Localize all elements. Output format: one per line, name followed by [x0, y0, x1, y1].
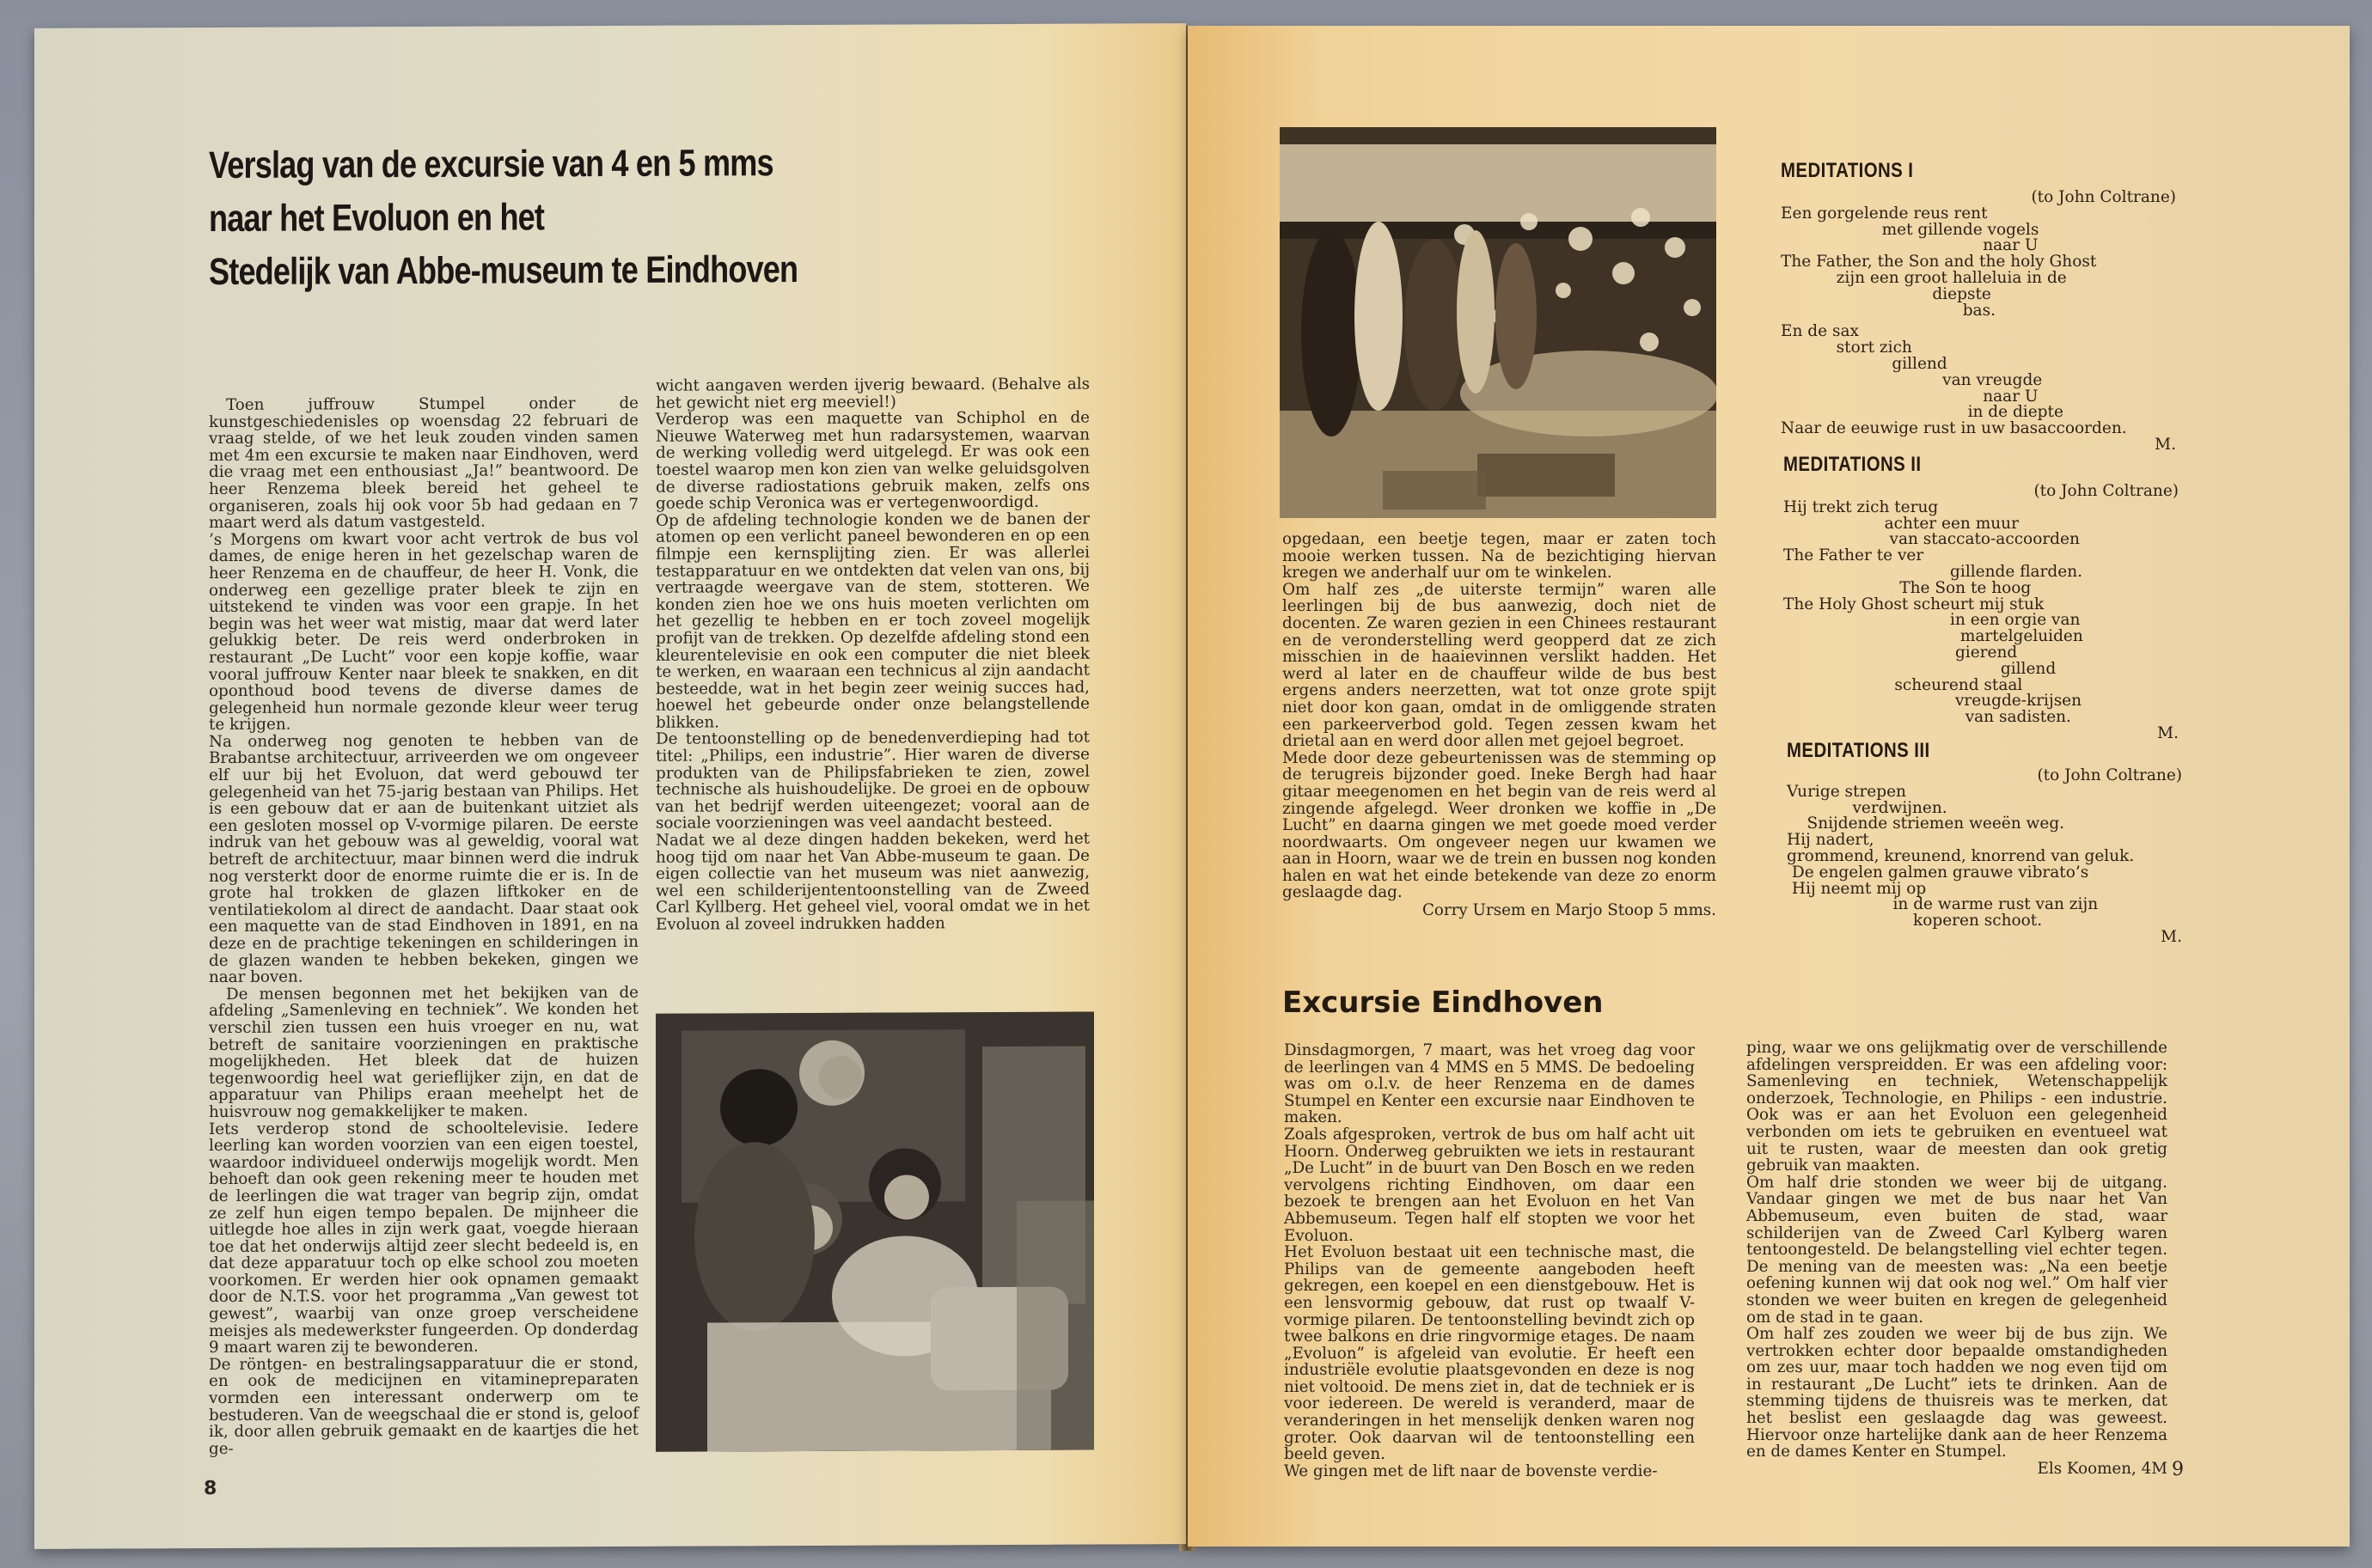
poem-dedication: (to John Coltrane) — [2031, 188, 2176, 206]
poem-line: met gillende vogels — [1781, 220, 2039, 239]
poem-line: diepste — [1781, 284, 1991, 303]
paragraph: wicht aangaven werden ijverig bewaard. (Behalve als het gewicht niet erg meeviel!) — [656, 375, 1090, 412]
poem-line: gillend — [1781, 354, 1947, 373]
poem-line: achter een muur — [1783, 514, 2019, 533]
poem-dedication: (to John Coltrane) — [2033, 482, 2179, 500]
poem-signature: M. — [2155, 435, 2176, 454]
right-page — [1188, 26, 2350, 1547]
article-column-2 — [656, 376, 1090, 934]
paragraph: Iets verderop stond de schooltelevisie. Iedere leerling kan worden voorzien van een eigen toestel, waardoor individueel onderwijs mogelijk wordt. Men behoeft dan ook geen rekening meer te houden met de leerlingen die wat trager van begrip zijn, omdat ze zelf hun eigen tempo bepalen. De mijnheer die uitlegde hoe alles in zijn werk gaat, voegde hieraan toe dat het onderwijs altijd zeer slecht bedeeld is, en dat deze apparatuur toch op elke school zou moeten voorkomen. Er werden hier ook opnamen gemaakt door de N.T.S. voor het programma „Van gewest tot gewest”, waarbij van onze groep verscheidene meisjes als medewerkster fungeerden. Op donderdag 9 maart waren zij te bewonderen. — [209, 1118, 639, 1358]
poem-line: gillende flarden. — [1783, 562, 2082, 581]
poem-dedication: (to John Coltrane) — [2037, 766, 2182, 784]
article-signature: Corry Ursem en Marjo Stoop 5 mms. — [1421, 901, 1716, 920]
paragraph: Mede door deze gebeurtenissen was de stemming op de terugreis bijzonder goed. Ineke Bergh had haar gitaar meegenomen en het begin van de reis werd al zingende afgelegd. Weer dronken we koffie in „De Lucht” en daarna gingen we met goede moed verder noordwaarts. Om ongeveer negen uur kwamen we aan in Hoorn, waar we de trein en bussen nog konden halen en wat het einde betekende van deze zo enorm geslaagde dag. — [1282, 748, 1716, 902]
poem-line: En de sax — [1781, 322, 1859, 341]
poem-line: gierend — [1783, 643, 2018, 662]
poem-meditations-3 — [1787, 739, 2182, 946]
paragraph: Op de afdeling technologie konden we de banen der atomen op een verlicht paneel bewonderen en op een filmpje een kernsplijting zien. Er was allerlei testapparatuur en we ontdekten dat velen van ons, bij vertraagde weergave van de stem, stotteren. We konden zien hoe we ons huis moeten verlichten om het gezellig te hebben en er toch zoveel mogelijk profijt van de trekken. Op dezelfde afdeling stond een kleurentelevisie en ook een computer die niet bleek te werken, en waaraan een technicus al zijn aandacht besteedde, wat in het begin zeer weinig succes had, hoewel het gebeurde onder onze belangstellende blikken. — [656, 509, 1090, 732]
poem-line: Hij nadert, — [1787, 831, 1874, 850]
poem-line: Een gorgelende reus rent — [1781, 204, 1988, 223]
poem-line: in de warme rust van zijn — [1787, 895, 2099, 914]
poem-line: martelgeluiden — [1783, 627, 2083, 646]
poem-meditations-2 — [1783, 453, 2179, 742]
poem-line: gillend — [1783, 659, 2057, 678]
headline-line-3: Stedelijk van Abbe-museum te Eindhoven — [209, 248, 798, 294]
poem-line: Vurige strepen — [1787, 782, 1906, 801]
poem-line: verdwijnen. — [1787, 798, 1947, 817]
excursie-title: Excursie Eindhoven — [1282, 985, 1604, 1020]
poem-meditations-1 — [1781, 159, 2176, 454]
poem-line: Naar de eeuwige rust in uw basaccoorden. — [1781, 419, 2127, 438]
poem-line: The Father, the Son and the holy Ghost — [1781, 253, 2097, 272]
poem-title: MEDITATIONS I — [1781, 159, 1914, 182]
poem-signature: M. — [2161, 927, 2182, 946]
paragraph: We gingen met de lift naar de bovenste verdie- — [1284, 1461, 1658, 1480]
poem-line: The Father te ver — [1783, 546, 1924, 565]
paragraph: Toen juffrouw Stumpel onder de kunstgeschiedenisles op woensdag 22 februari de vraag stelde, of we het leuk zouden vinden samen met 4m een excursie te maken naar Eindhoven, werd die vraag met een enthousiast „Ja!” beantwoord. De heer Renzema bleek bereid het geheel te organiseren, zoals hij ook voor 5b had gedaan en 7 maart werd als datum vastgesteld. — [209, 394, 639, 533]
photo-evoluon-exhibition-illustration — [1280, 127, 1716, 518]
article-continuation — [1282, 531, 1716, 919]
poem-line: vreugde-krijsen — [1783, 692, 2082, 711]
excursie-column-2 — [1746, 1040, 2167, 1477]
poem-line: koperen schoot. — [1787, 912, 2043, 930]
poem-line: The Holy Ghost scheurt mij stuk — [1783, 595, 2045, 613]
headline-line-2: naar het Evoluon en het — [209, 196, 545, 241]
paragraph: Om half drie stonden we weer bij de uitgang. Vandaar gingen we met de bus naar het Van Abbemuseum, even buiten de stad, waar schilderijen van de Zweed Carl Kylberg waren tentoongesteld. De belangstelling viel echter tegen. De mening van de meesten was: „Na een beetje oefening kunnen wij dat ook nog wel.” Om half vier stonden we weer buiten en kregen de gelegenheid om de stad in te gaan. — [1746, 1173, 2167, 1327]
article-column-1 — [209, 395, 639, 1458]
excursie-signature: Els Koomen, 4M — [2037, 1459, 2167, 1478]
paragraph: Om half zes zouden we weer bij de bus zijn. We vertrokken echter door bepaalde omstandigheden om zes uur, maar toch hadden we nog even tijd om in restaurant „De Lucht” iets te drinken. Aan de stemming tijdens de thuisreis was te merken, dat het beslist een geslaagde dag was geweest. Hiervoor onze hartelijke dank aan de heer Renzema en de dames Kenter en Stumpel. — [1746, 1325, 2167, 1461]
paragraph: ’s Morgens om kwart voor acht vertrok de bus vol dames, de enige heren in het gezelschap waren de heer Renzema en de chauffeur, de heer H. Vonk, die onderweg een gezellige prater bleek te zijn en uitstekend te vinden was voor een grapje. In het begin was het weer wat mistig, maar dat werd later gelukkig beter. De reis werd onderbroken in restaurant „De Lucht” voor een kopje koffie, waar vooral juffrouw Kenter naar bleek te snakken, en dit oponthoud bood tevens de diverse dames de gelegenheid hun normale gezonde kleur weer terug te krijgen. — [209, 528, 639, 735]
poem-title: MEDITATIONS II — [1783, 453, 1922, 476]
paragraph: Zoals afgesproken, vertrok de bus om half acht uit Hoorn. Onderweg gebruikten we iets in restaurant „De Lucht” in de buurt van Den Bosch en we reden vervolgens richting Eindhoven, om daar een bezoek te brengen aan het Evoluon en het Van Abbemuseum. Tegen half elf stopten we voor het Evoluon. — [1284, 1125, 1695, 1245]
poem-line: De engelen galmen grauwe vibrato’s — [1787, 863, 2089, 882]
paragraph: ping, waar we ons gelijkmatig over de verschillende afdelingen verspreidden. Er was een afdeling voor: Samenleving en techniek, Wetenschappelijk onderzoek, Technologie, en Philips - een industrie. Ook was er aan het Evoluon een gelegenheid verbonden om iets te gebruiken en eventueel wat uit te rusten, waar de meesten dan ook gretig gebruik van maakten. — [1746, 1039, 2167, 1175]
paragraph: De tentoonstelling op de benedenverdieping had tot titel: „Philips, een industrie”. Hier waren de diverse produkten van de Philipsfabrieken te zien, zowel technische als huishoudelijke. De groei en de opbouw van het bedrijf werden uiteengezet; vooral aan de sociale voorzieningen was veel aandacht besteed. — [656, 729, 1090, 833]
poem-line: zijn een groot halleluia in de — [1781, 268, 2067, 287]
poem-title: MEDITATIONS III — [1787, 739, 1930, 762]
paragraph: Verderop was een maquette van Schiphol en de Nieuwe Waterweg met hun radarsystemen, waarvan de werking volledig werd uitgelegd. Er was ook een toestel waarop men kon zien van welke geluidsgolven de diverse radiostations gebruik maken, zelfs ons goede schip Veronica was er vertegenwoordigd. — [656, 408, 1090, 513]
paragraph: De mensen begonnen met het bekijken van de afdeling „Samenleving en techniek”. We konden het verschil zien tussen een huis vroeger en nu, wat betreft de sanitaire voorzieningen en praktische mogelijkheden. Het bleek dat de huizen tegenwoordig heel wat gerieflijker zijn, en dat de apparatuur van Philips eraan meehelpt het de huisvrouw nog gemakkelijker te maken. — [209, 983, 639, 1121]
photo-students-on-bus — [656, 1012, 1094, 1452]
poem-line: stort zich — [1781, 339, 1912, 357]
poem-line: van vreugde — [1781, 370, 2043, 389]
poem-line: in de diepte — [1781, 403, 2063, 422]
poem-line: naar U — [1781, 236, 2039, 255]
paragraph: De röntgen- en bestralingsapparatuur die er stond, en ook de medicijnen en vitaminepreparaten vormden een interessant onderwerp om te bestuderen. Van de weegschaal die er stond is, geloof ik, door allen gebruik gemaakt en de kaartjes die het ge- — [209, 1353, 639, 1458]
paragraph: Dinsdagmorgen, 7 maart, was het vroeg dag voor de leerlingen van 4 MMS en 5 MMS. De bedoeling was om o.l.v. de heer Renzema en de dames Stumpel en Kenter een excursie naar Eindhoven te maken. — [1284, 1041, 1695, 1127]
poem-line: bas. — [1781, 301, 1996, 320]
poem-line: scheurend staal — [1783, 675, 2023, 694]
article-headline — [209, 137, 798, 299]
poem-line: Hij trekt zich terug — [1783, 497, 1939, 516]
poem-line: van sadisten. — [1783, 708, 2071, 727]
poem-line: grommend, kreunend, knorrend van geluk. — [1787, 846, 2135, 865]
poem-line: Hij neemt mij op — [1787, 879, 1927, 898]
left-page — [34, 23, 1186, 1549]
paragraph: Om half zes „de uiterste termijn” waren alle leerlingen bij de bus aanwezig, doch niet de docenten. Ze waren gezien in een Chinees restaurant en de veronderstelling werd geopperd dat ze zich misschien in de haaievinnen verslikt hadden. Het werd al later en de chauffeur wilde de bus best ergens anders neerzetten, wat tot onze grote spijt niet door kon gaan, omdat in de omliggende straten een parkeerverbod gold. Tegen zessen kwam het drietal aan en werd door allen met gejoel begroet. — [1282, 580, 1716, 751]
excursie-column-1 — [1284, 1042, 1695, 1480]
poem-line: Snijdende striemen weeën weg. — [1787, 815, 2065, 833]
poem-signature: M. — [2157, 723, 2179, 742]
page-number: 8 — [204, 1477, 217, 1500]
paragraph: Het Evoluon bestaat uit een technische mast, die Philips van de gemeente aangeboden heeft gekregen, een koepel en een dienstgebouw. Het is een lensvormig gebouw, dat rust op twaalf V-vormige pilaren. De tentoonstelling bevindt zich op twee balkons en drie ringvormige etages. De naam „Evoluon” is afgeleid van evolutie. Er heeft een industriële evolutie plaatsgevonden en deze is nog niet voltooid. De mens ziet in, dat de techniek er is voor iedereen. De wereld is veranderd, maar de veranderingen in het menselijk denken waren nog groter. Ook daarvan wil de tentoonstelling een beeld geven. — [1284, 1243, 1695, 1464]
photo-students-on-bus-illustration — [656, 1012, 1094, 1452]
poem-line: van staccato-accoorden — [1783, 530, 2080, 549]
headline-line-1: Verslag van de excursie van 4 en 5 mms — [209, 142, 773, 187]
poem-line: naar U — [1781, 387, 2039, 406]
poem-line: in een orgie van — [1783, 611, 2081, 630]
paragraph: Na onderweg nog genoten te hebben van de Brabantse architectuur, arriveerden we om ongeveer elf uur bij het Evoluon, dat werd gebouwd ter gelegenheid van het 75-jarig bestaan van Philips. Het is een gebouw dat er aan de buitenkant uitziet als een gesloten mossel op V-vormige pilaren. De eerste indruk van het gebouw was al geweldig, vooral wat betreft de architectuur, maar binnen werd die indruk nog versterkt door de enorme ruimte die er is. In de grote hal trokken de glazen liftkoker en de ventilatiekolom al direct de aandacht. Daar staat ook een maquette van de stad Eindhoven in 1891, en na deze en de prachtige tekeningen en schilderingen in de glazen wanden te hebben bekeken, gingen we naar boven. — [209, 730, 639, 987]
paragraph: Nadat we al deze dingen hadden bekeken, werd het hoog tijd om naar het Van Abbe-museum te gaan. De eigen collectie van het museum was niet aanwezig, wel een schilderijententoonstelling van de Zweed Carl Kyllberg. Het geheel viel, vooral omdat we in het Evoluon al zoveel indrukken hadden — [656, 829, 1090, 934]
poem-line: The Son te hoog — [1783, 578, 2032, 597]
paragraph: opgedaan, een beetje tegen, maar er zaten toch mooie werken tussen. Na de bezichtiging hiervan kregen we anderhalf uur om te winkelen. — [1282, 530, 1716, 583]
photo-evoluon-exhibition — [1280, 127, 1716, 518]
page-number: 9 — [2172, 1459, 2184, 1480]
